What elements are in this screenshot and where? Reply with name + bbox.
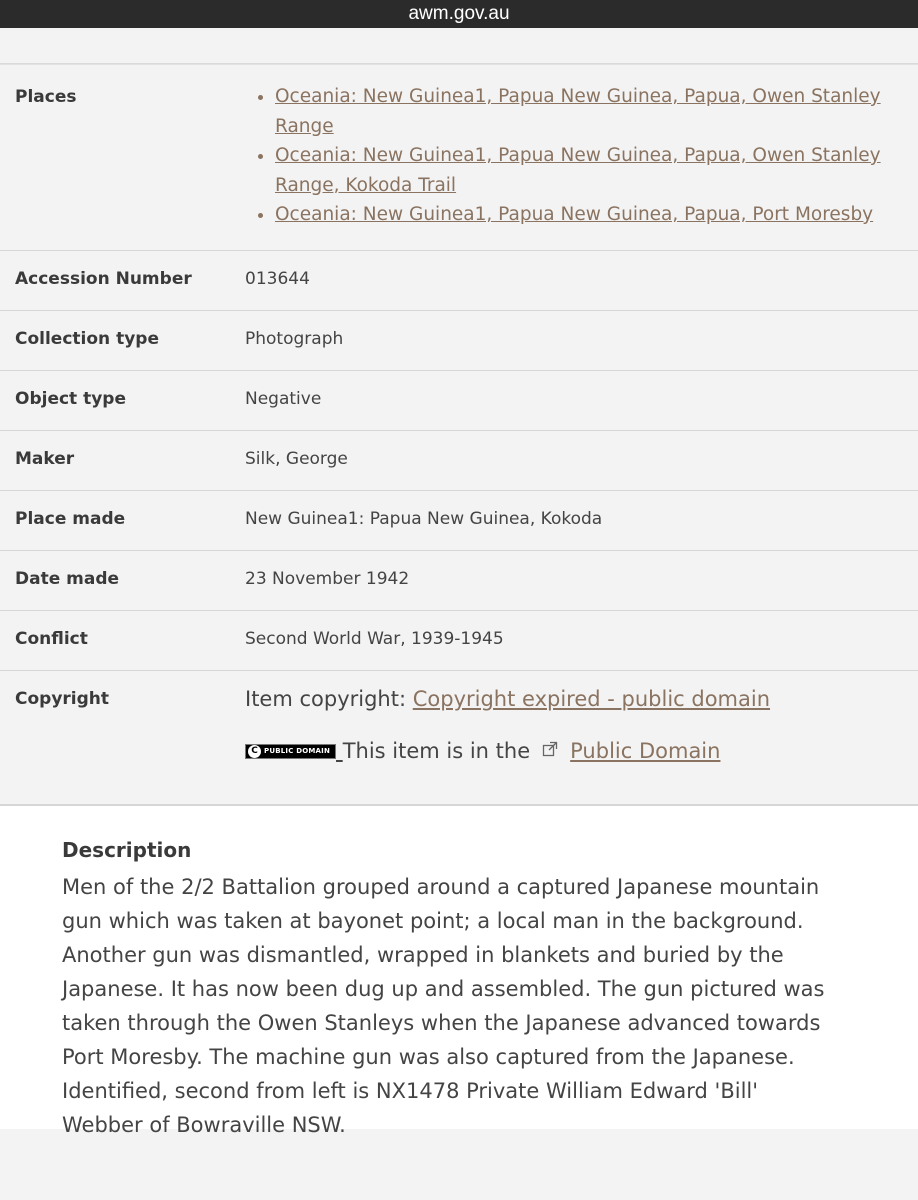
description-heading: Description <box>62 838 192 862</box>
public-domain-link[interactable]: Public Domain <box>570 739 721 763</box>
row-places <box>0 65 918 251</box>
browser-address-bar[interactable] <box>0 0 918 28</box>
row-collection-type <box>0 311 918 371</box>
copyright-prefix: Item copyright: <box>245 687 413 711</box>
field-label: Date made <box>15 569 120 589</box>
list-item <box>275 200 903 230</box>
field-value: Negative <box>245 389 322 409</box>
places-list <box>245 82 903 230</box>
field-label: Place made <box>15 509 126 529</box>
copyright-label: Copyright <box>15 689 110 709</box>
badge-text: PUBLIC DOMAIN <box>264 747 330 755</box>
row-object-type <box>0 371 918 431</box>
copyright-line <box>245 685 903 713</box>
top-spacer <box>0 28 918 64</box>
copyright-status-link[interactable]: Copyright expired - public domain <box>412 687 771 711</box>
field-label: Object type <box>15 389 127 409</box>
public-domain-badge[interactable] <box>245 744 336 759</box>
field-label: Collection type <box>15 329 159 349</box>
row-maker <box>0 431 918 491</box>
external-link-icon <box>542 741 558 757</box>
row-date-made <box>0 551 918 611</box>
list-item <box>275 141 903 200</box>
field-value: New Guinea1: Papua New Guinea, Kokoda <box>245 509 603 529</box>
copyright-value <box>230 671 918 804</box>
field-value: 013644 <box>245 269 310 289</box>
public-domain-line <box>245 737 903 765</box>
field-value: Silk, George <box>245 449 348 469</box>
field-label: Maker <box>15 449 75 469</box>
public-domain-prefix: This item is in the <box>342 739 531 763</box>
field-value: Second World War, 1939-1945 <box>245 629 504 649</box>
field-label: Accession Number <box>15 269 192 289</box>
field-label: Conflict <box>15 629 88 649</box>
row-copyright <box>0 671 918 805</box>
description-section <box>0 805 918 1137</box>
url-text: awm.gov.au <box>408 3 510 24</box>
place-link-port-moresby[interactable]: Oceania: New Guinea1, Papua New Guinea, Papua, Port Moresby <box>275 204 874 225</box>
list-item <box>275 82 903 141</box>
row-place-made <box>0 491 918 551</box>
field-value: 23 November 1942 <box>245 569 410 589</box>
row-accession-number <box>0 251 918 311</box>
badge-underscore <box>336 737 343 765</box>
description-text: Men of the 2/2 Battalion grouped around a captured Japanese mountain gun which was taken at bayonet point; a local man in the background. Another gun was dismantled, wrapped in blankets and buried by the Japanese. It has now been dug up and assembled. The gun pictured was taken through the Owen Stanleys when the Japanese advanced towards Port Moresby. The machine gun was also captured from the Japanese. Identified, second from left is NX1478 Private William Edward 'Bill' Webber of Bowraville NSW. <box>62 875 825 1137</box>
row-conflict <box>0 611 918 671</box>
place-link-owen-stanley[interactable]: Oceania: New Guinea1, Papua New Guinea, Papua, Owen Stanley Range <box>275 86 881 137</box>
details-table <box>0 64 918 805</box>
field-value: Photograph <box>245 329 344 349</box>
places-label: Places <box>15 87 77 107</box>
places-value <box>230 65 918 250</box>
public-domain-icon: C <box>248 745 261 758</box>
place-link-kokoda-trail[interactable]: Oceania: New Guinea1, Papua New Guinea, Papua, Owen Stanley Range, Kokoda Trail <box>275 145 881 196</box>
